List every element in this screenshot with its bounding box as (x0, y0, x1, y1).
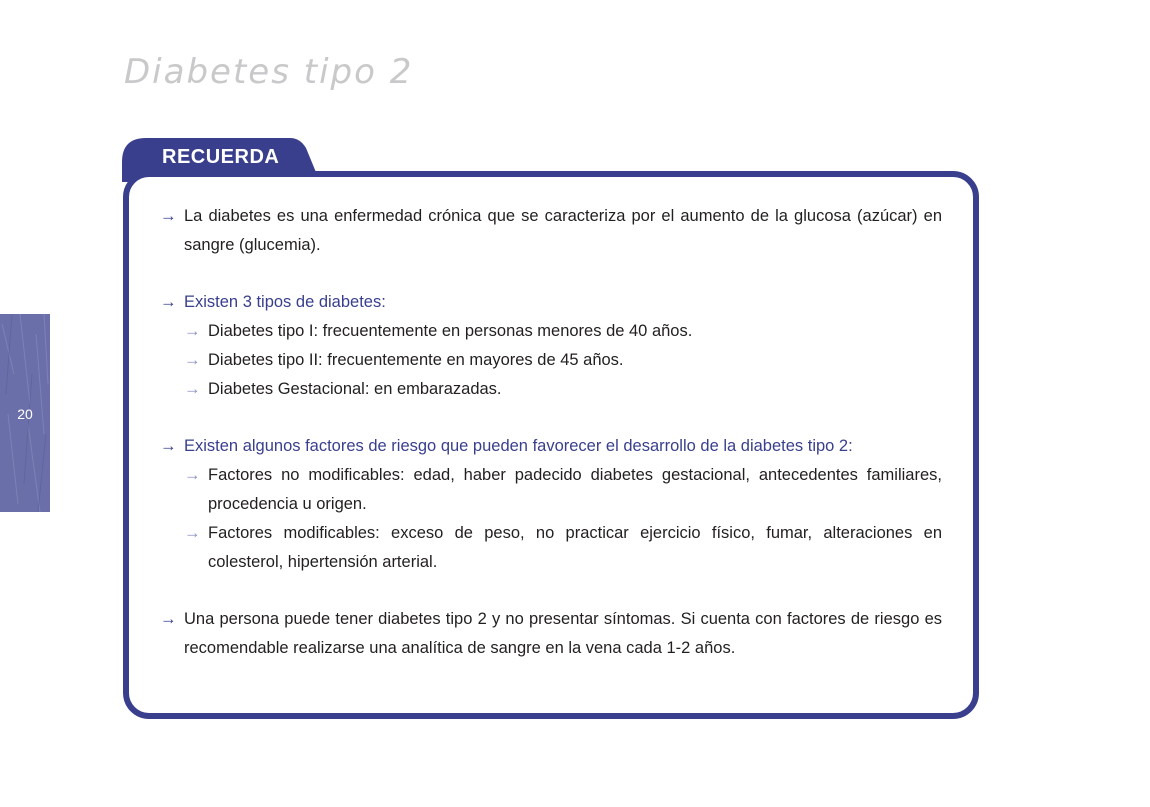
subitem-label: Diabetes Gestacional: (208, 380, 370, 398)
arrow-icon: → (160, 207, 177, 225)
arrow-icon: → (184, 524, 201, 542)
page-number: 20 (17, 406, 33, 422)
recuerda-content (160, 202, 942, 663)
bullet-text: La diabetes es una enfermedad crónica que se caracteriza por el aumento de la glucosa (azúcar) en sangre (glucemia). (184, 207, 942, 254)
bullet-types-lead (160, 288, 942, 317)
bullet-risk-lead (160, 432, 942, 461)
subitem-text: frecuentemente en personas menores de 40 años. (318, 322, 693, 340)
subitem-text: exceso de peso, no practicar ejercicio físico, fumar, alteraciones en colesterol, hipertensión arterial. (208, 524, 942, 571)
arrow-icon: → (160, 610, 177, 628)
arrow-icon: → (160, 293, 177, 311)
subitem-text: frecuentemente en mayores de 45 años. (322, 351, 624, 369)
subitem-label: Diabetes tipo II: (208, 351, 323, 369)
subitem-label: Factores no modificables: (208, 466, 405, 484)
subitem-label: Factores modificables: (208, 524, 380, 542)
subitem-label: Diabetes tipo I: (208, 322, 319, 340)
subitem-gestational (160, 375, 942, 404)
subitem-type-1 (160, 317, 942, 346)
bullet-text: Una persona puede tener diabetes tipo 2 y no presentar síntomas. Si cuenta con factores de riesgo es recomendable realizarse una analítica de sangre en la vena cada 1-2 años. (184, 610, 942, 657)
arrow-icon: → (184, 466, 201, 484)
recuerda-label: RECUERDA (162, 146, 280, 168)
subitem-text: edad, haber padecido diabetes gestacional, antecedentes familiares, procedencia u origen. (208, 466, 942, 513)
subitem-type-2 (160, 346, 942, 375)
arrow-icon: → (184, 322, 201, 340)
subitem-text: en embarazadas. (369, 380, 502, 398)
bullet-symptoms (160, 605, 942, 663)
subitem-modifiable (160, 519, 942, 577)
bullet-definition (160, 202, 942, 260)
arrow-icon: → (160, 437, 177, 455)
subitem-non-modifiable (160, 461, 942, 519)
page-title: Diabetes tipo 2 (124, 52, 414, 92)
bullet-lead: Existen algunos factores de riesgo que pueden favorecer el desarrollo de la diabetes tipo 2: (184, 437, 853, 455)
arrow-icon: → (184, 351, 201, 369)
bullet-lead: Existen 3 tipos de diabetes: (184, 293, 386, 311)
arrow-icon: → (184, 380, 201, 398)
